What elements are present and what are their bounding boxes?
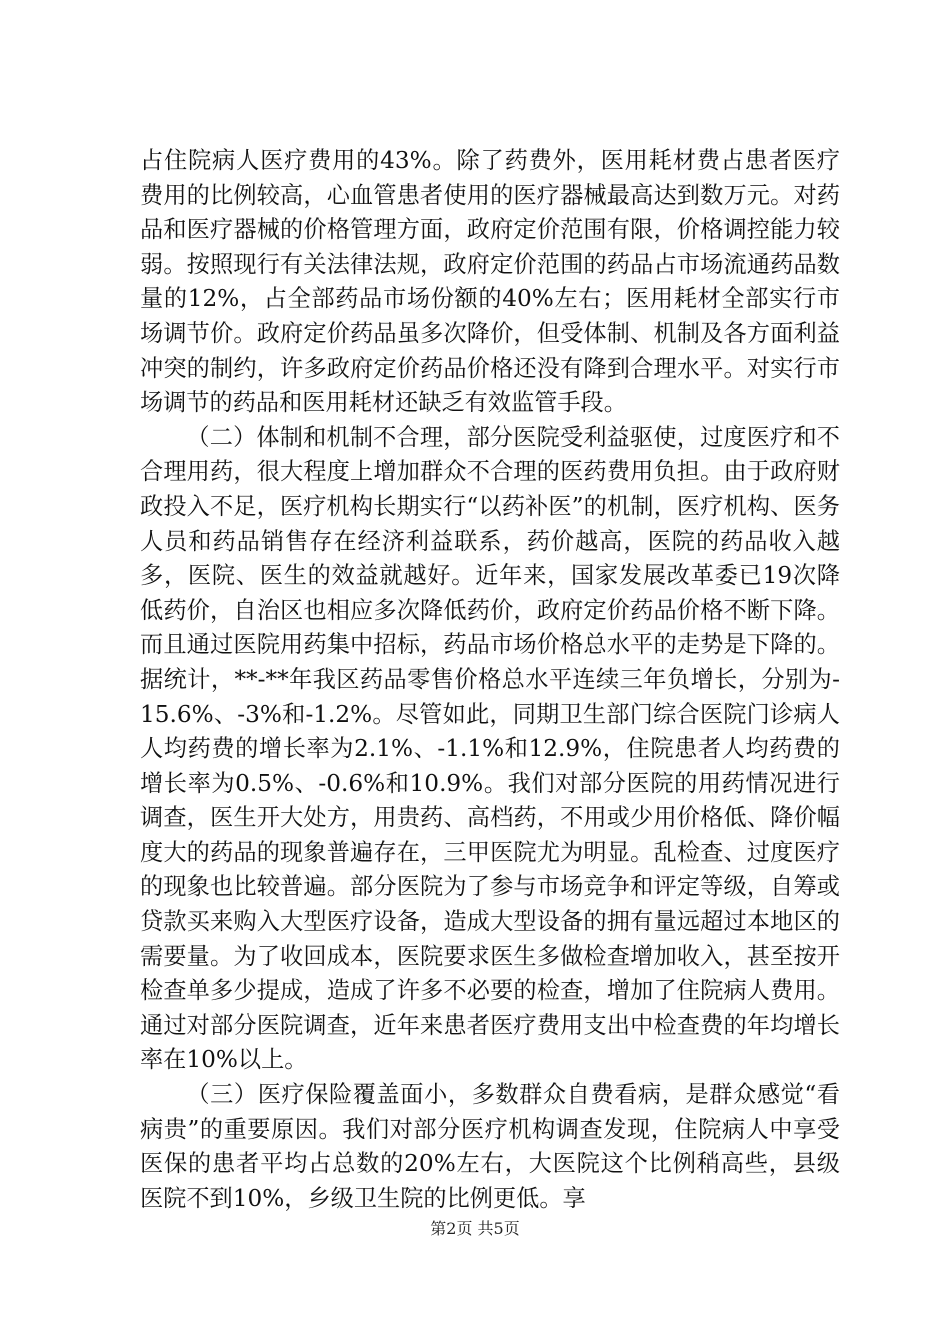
- page-number-footer: 第2页 共5页: [430, 1219, 520, 1238]
- paragraph-2: （二）体制和机制不合理，部分医院受利益驱使，过度医疗和不合理用药，很大程度上增加群众不合理的医药费用负担。由于政府财政投入不足，医疗机构长期实行“以药补医”的机制，医疗机构、医务人员和药品销售存在经济利益联系，药价越高，医院的药品收入越多，医院、医生的效益就越好。近年来，国家发展改革委已19次降低药价，自治区也相应多次降低药价，政府定价药品价格不断下降。而且通过医院用药集中招标，药品市场价格总水平的走势是下降的。据统计，**-**年我区药品零售价格总水平连续三年负增长，分别为-15.6%、-3%和-1.2%。尽管如此，同期卫生部门综合医院门诊病人人均药费的增长率为2.1%、-1.1%和12.9%，住院患者人均药费的增长率为0.5%、-0.6%和10.9%。我们对部分医院的用药情况进行调查，医生开大处方，用贵药、高档药，不用或少用价格低、降价幅度大的药品的现象普遍存在，三甲医院尤为明显。乱检查、过度医疗的现象也比较普遍。部分医院为了参与市场竞争和评定等级，自筹或贷款买来购入大型医疗设备，造成大型设备的拥有量远超过本地区的需要量。为了收回成本，医院要求医生多做检查增加收入，甚至按开检查单多少提成，造成了许多不必要的检查，增加了住院病人费用。通过对部分医院调查，近年来患者医疗费用支出中检查费的年均增长率在10%以上。: [140, 423, 840, 1074]
- paragraph-3: （三）医疗保险覆盖面小，多数群众自费看病，是群众感觉“看病贵”的重要原因。我们对部分医疗机构调查发现，住院病人中享受医保的患者平均占总数的20%左右，大医院这个比例稍高些，县级医院不到10%，乡级卫生院的比例更低。享: [140, 1081, 840, 1212]
- document-body: [140, 144, 840, 1216]
- paragraph-1: 占住院病人医疗费用的43%。除了药费外，医用耗材费占患者医疗费用的比例较高，心血管患者使用的医疗器械最高达到数万元。对药品和医疗器械的价格管理方面，政府定价范围有限，价格调控能力较弱。按照现行有关法律法规，政府定价范围的药品占市场流通药品数量的12%，占全部药品市场份额的40%左右；医用耗材全部实行市场调节价。政府定价药品虽多次降价，但受体制、机制及各方面利益冲突的制约，许多政府定价药品价格还没有降到合理水平。对实行市场调节的药品和医用耗材还缺乏有效监管手段。: [140, 147, 840, 417]
